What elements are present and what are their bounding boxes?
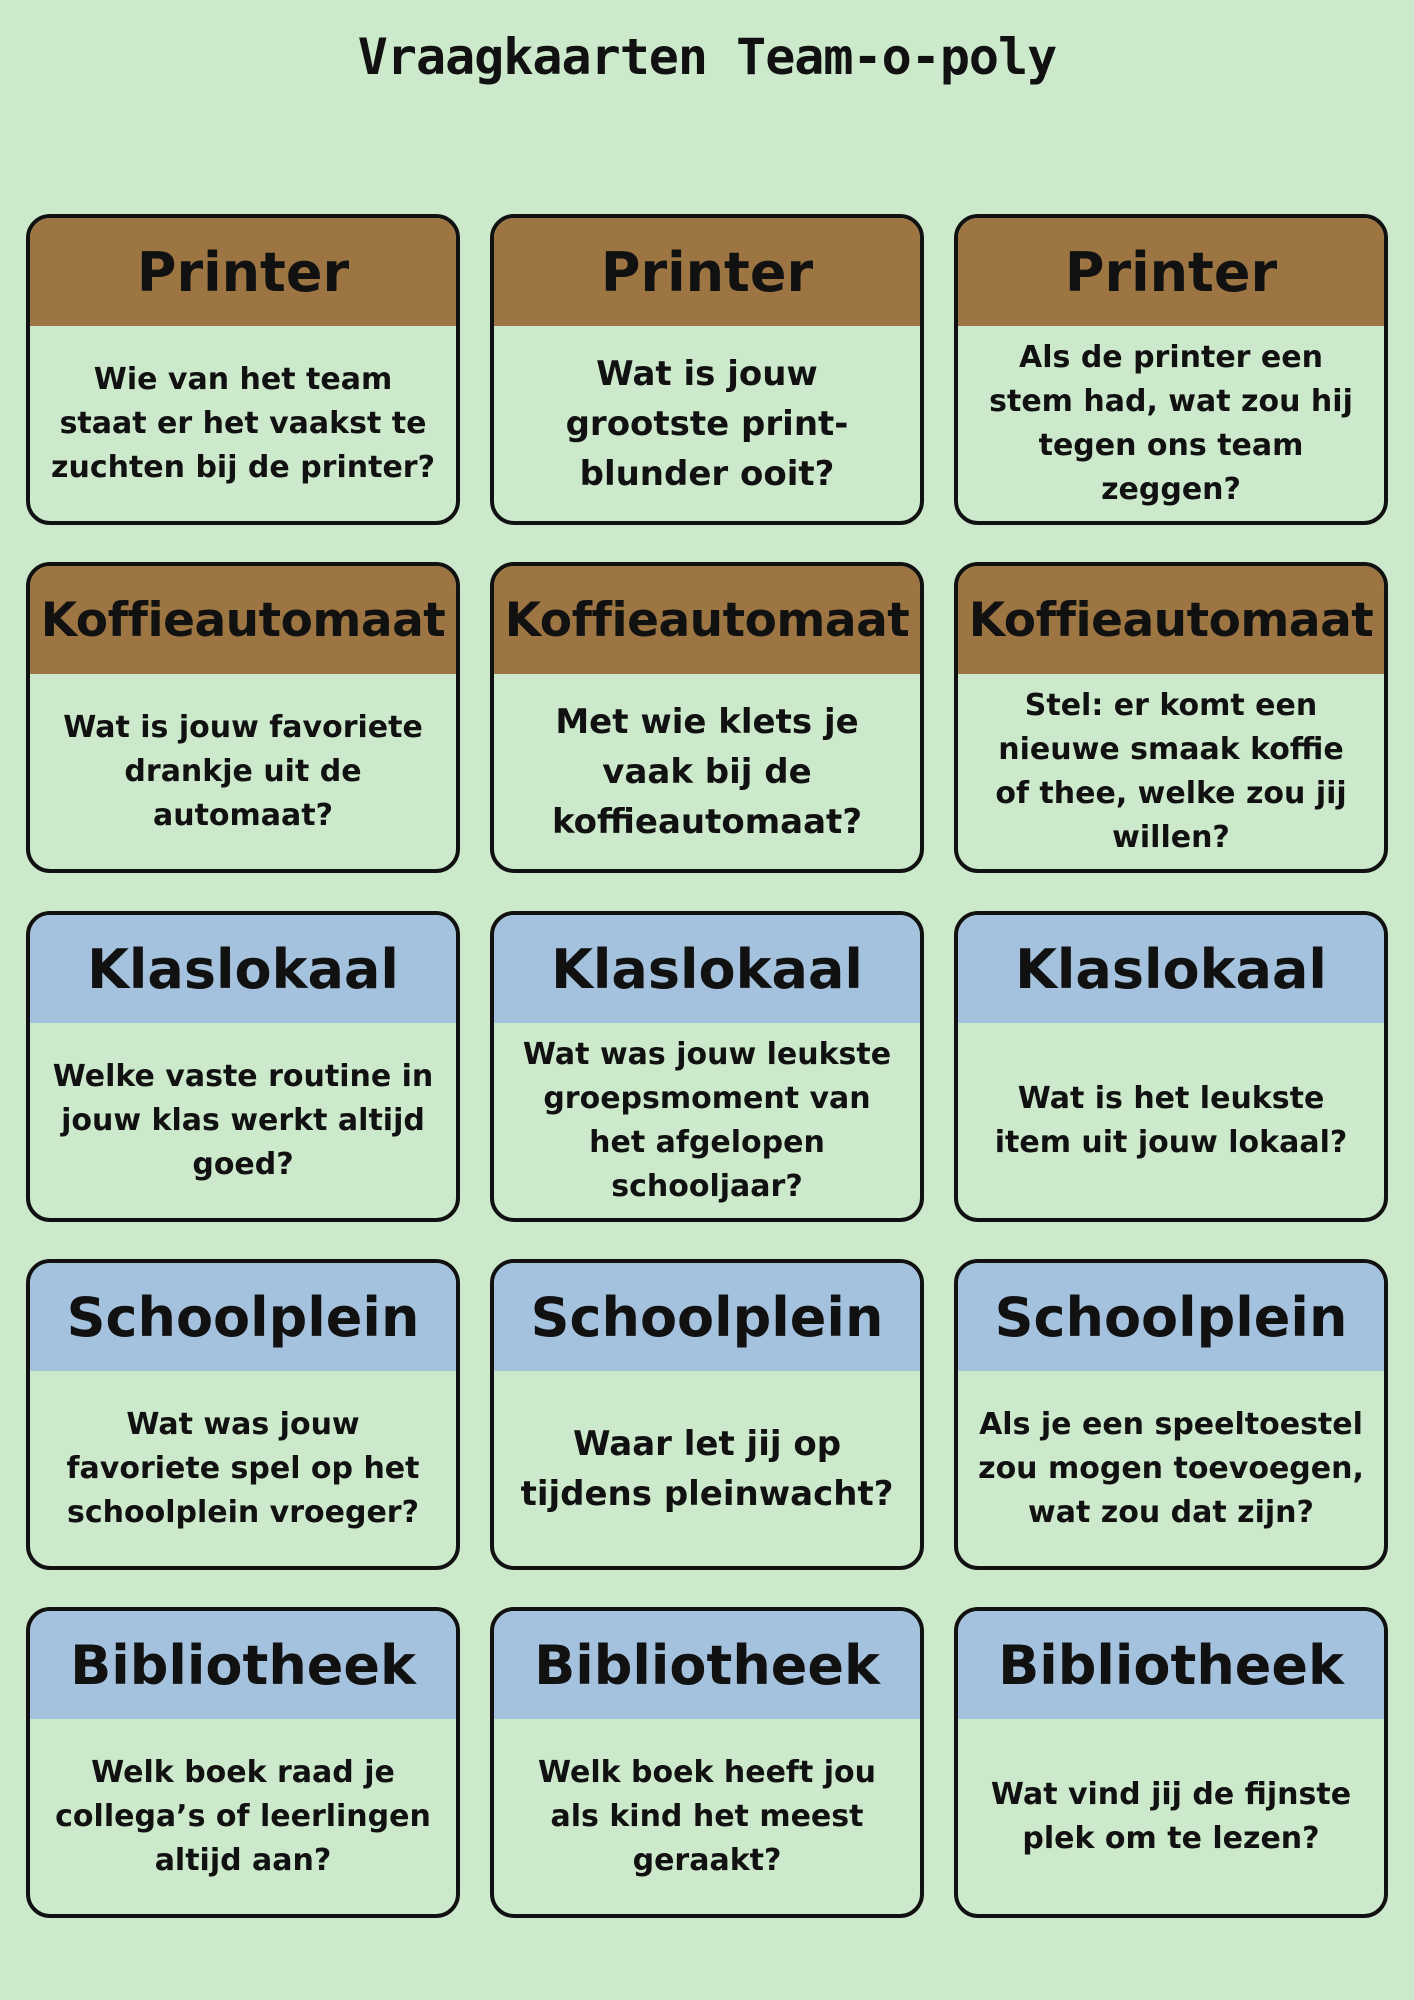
card-question: Wat vind jij de fijnste plek om te lezen? <box>990 1776 1352 1856</box>
card-category: Koffieautomaat <box>494 566 920 674</box>
card-category: Klaslokaal <box>494 915 920 1023</box>
card-question: Wat is jouw grootste print-blunder ooit? <box>565 353 849 494</box>
question-card-schoolplein-3 <box>954 1259 1388 1570</box>
question-card-bibliotheek-1 <box>26 1607 460 1918</box>
card-category: Printer <box>958 218 1384 326</box>
question-card-printer-1 <box>26 214 460 525</box>
page-title: Vraagkaarten Team-o-poly <box>357 28 1057 86</box>
question-card-printer-2 <box>490 214 924 525</box>
card-category: Schoolplein <box>958 1263 1384 1371</box>
question-card-printer-3 <box>954 214 1388 525</box>
card-category: Klaslokaal <box>30 915 456 1023</box>
card-question: Wat was jouw favoriete spel op het schoolplein vroeger? <box>66 1406 420 1530</box>
card-category: Bibliotheek <box>494 1611 920 1719</box>
card-category: Printer <box>30 218 456 326</box>
card-category: Schoolplein <box>30 1263 456 1371</box>
question-card-koffieautomaat-3 <box>954 562 1388 873</box>
card-question: Welk boek raad je collega’s of leerlingen altijd aan? <box>55 1754 431 1878</box>
question-card-koffieautomaat-1 <box>26 562 460 873</box>
card-question: Wat is jouw favoriete drankje uit de automaat? <box>63 709 423 833</box>
card-question: Stel: er komt een nieuwe smaak koffie of thee, welke zou jij willen? <box>995 687 1347 855</box>
question-card-schoolplein-1 <box>26 1259 460 1570</box>
question-card-schoolplein-2 <box>490 1259 924 1570</box>
card-question: Met wie klets je vaak bij de koffieautomaat? <box>551 701 863 842</box>
card-question: Welke vaste routine in jouw klas werkt altijd goed? <box>52 1058 434 1182</box>
question-card-bibliotheek-3 <box>954 1607 1388 1918</box>
question-card-klaslokaal-3 <box>954 911 1388 1222</box>
card-category: Printer <box>494 218 920 326</box>
question-card-koffieautomaat-2 <box>490 562 924 873</box>
card-question: Wie van het team staat er het vaakst te zuchten bij de printer? <box>51 361 435 485</box>
card-category: Koffieautomaat <box>30 566 456 674</box>
card-category: Koffieautomaat <box>958 566 1384 674</box>
question-card-klaslokaal-1 <box>26 911 460 1222</box>
card-category: Klaslokaal <box>958 915 1384 1023</box>
card-question: Wat is het leukste item uit jouw lokaal? <box>994 1080 1348 1160</box>
question-card-klaslokaal-2 <box>490 911 924 1222</box>
card-question: Waar let jij op tijdens pleinwacht? <box>520 1423 894 1514</box>
card-category: Bibliotheek <box>30 1611 456 1719</box>
card-question: Welk boek heeft jou als kind het meest geraakt? <box>537 1754 876 1878</box>
card-category: Schoolplein <box>494 1263 920 1371</box>
question-card-bibliotheek-2 <box>490 1607 924 1918</box>
card-question: Als je een speeltoestel zou mogen toevoegen, wat zou dat zijn? <box>978 1406 1364 1530</box>
card-category: Bibliotheek <box>958 1611 1384 1719</box>
card-question: Als de printer een stem had, wat zou hij tegen ons team zeggen? <box>989 339 1353 507</box>
card-question: Wat was jouw leukste groepsmoment van het afgelopen schooljaar? <box>522 1036 892 1204</box>
